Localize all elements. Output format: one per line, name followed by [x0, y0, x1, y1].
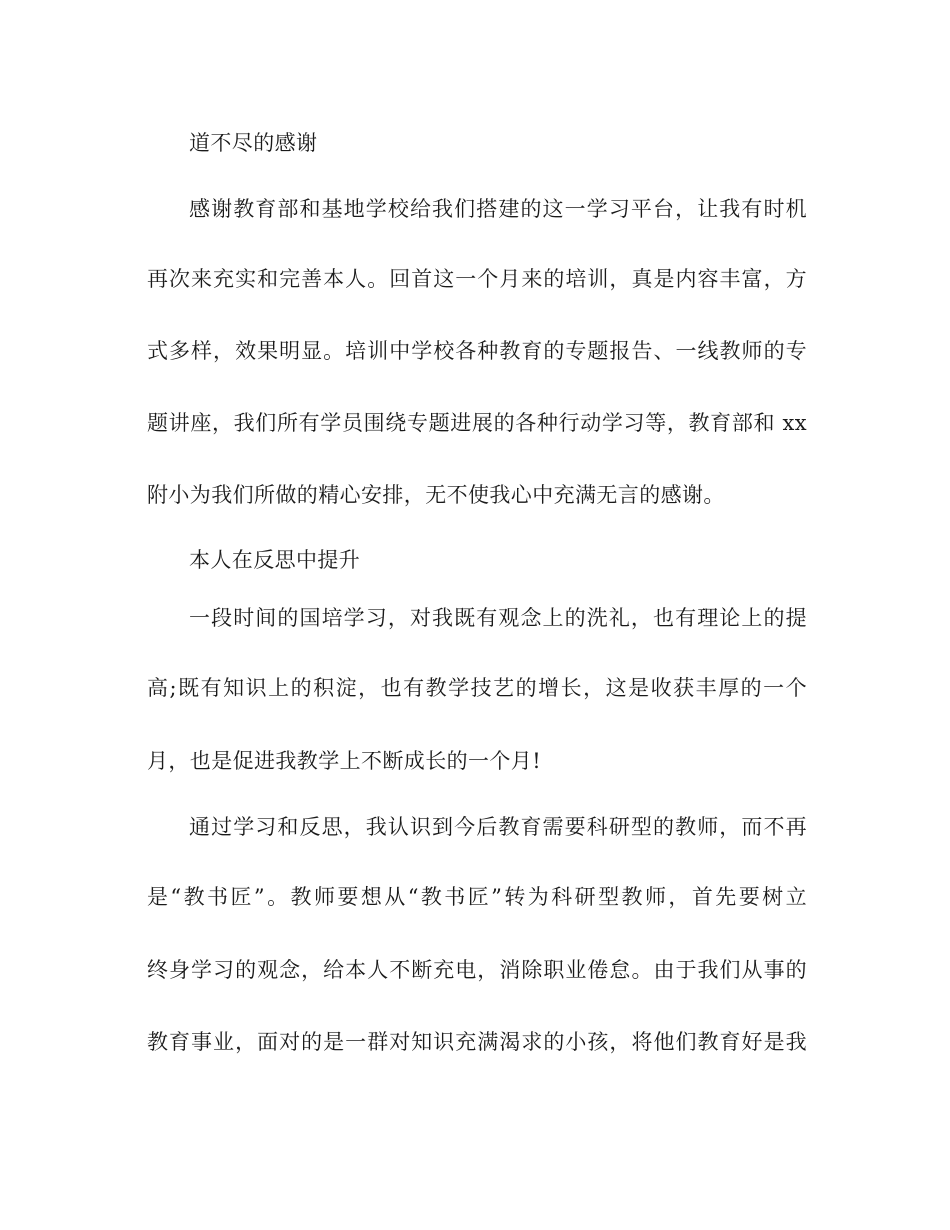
- section-heading-reflection: 本人在反思中提升: [189, 548, 361, 572]
- paragraph-line: 是“教书匠”。教师要想从“教书匠”转为科研型教师，首先要树立: [147, 885, 807, 909]
- paragraph-line: 一段时间的国培学习，对我既有观念上的洗礼，也有理论上的提: [189, 606, 807, 630]
- paragraph-line: 再次来充实和完善本人。回首这一个月来的培训，真是内容丰富，方: [147, 267, 807, 291]
- section-heading-thanks: 道不尽的感谢: [189, 131, 318, 155]
- paragraph-line: 附小为我们所做的精心安排，无不使我心中充满无言的感谢。: [147, 483, 725, 507]
- paragraph-line: 月，也是促进我教学上不断成长的一个月!: [147, 749, 542, 773]
- paragraph-line: 高;既有知识上的积淀，也有教学技艺的增长，这是收获丰厚的一个: [147, 676, 807, 700]
- paragraph-line: 题讲座，我们所有学员围绕专题进展的各种行动学习等，教育部和 xx: [147, 411, 807, 435]
- paragraph-line: 通过学习和反思，我认识到今后教育需要科研型的教师，而不再: [189, 815, 807, 839]
- paragraph-line: 终身学习的观念，给本人不断充电，消除职业倦怠。由于我们从事的: [147, 958, 807, 982]
- paragraph-line: 感谢教育部和基地学校给我们搭建的这一学习平台，让我有时机: [189, 197, 807, 221]
- paragraph-line: 式多样，效果明显。培训中学校各种教育的专题报告、一线教师的专: [147, 339, 807, 363]
- paragraph-line: 教育事业，面对的是一群对知识充满渴求的小孩，将他们教育好是我: [147, 1030, 807, 1054]
